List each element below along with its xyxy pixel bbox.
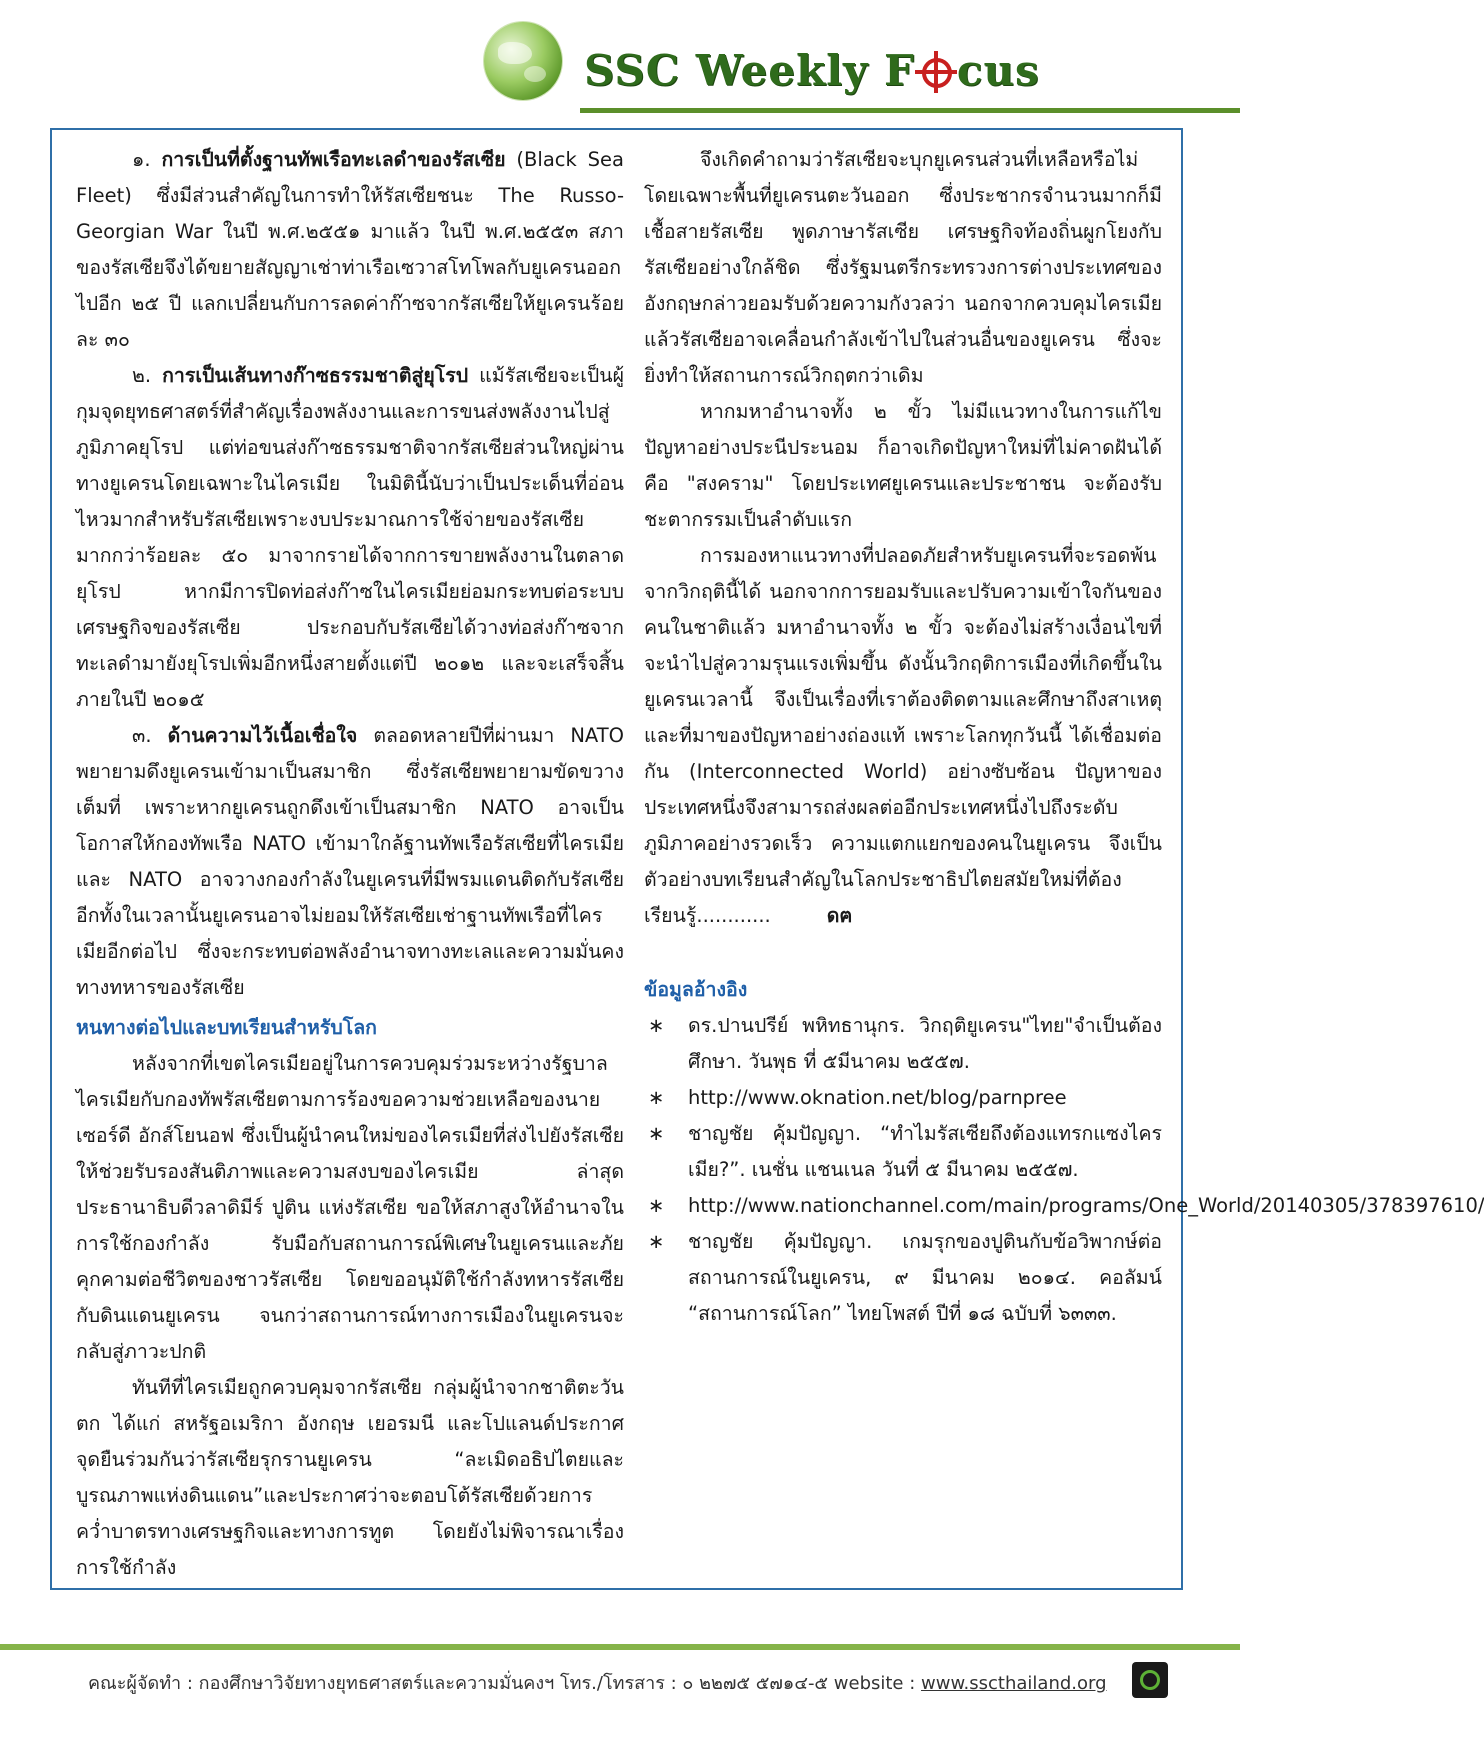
paragraph-7: หากมหาอำนาจทั้ง ๒ ขั้ว ไม่มีแนวทางในการแก้ไขปัญหาอย่างประนีประนอม ก็อาจเกิดปัญหาใหม่ที่ไม่คาดฝันได้ คือ "สงคราม" โดยประเทศยูเครนและประชาชน จะต้องรับชะตากรรมเป็นลำดับแรก — [644, 400, 1162, 531]
paragraph-8: การมองหาแนวทางที่ปลอดภัยสำหรับยูเครนที่จะรอดพ้นจากวิกฤตินี้ได้ นอกจากการยอมรับและปรับความเข้าใจกันของคนในชาติแล้ว มหาอำนาจทั้ง ๒ ขั้ว จะต้องไม่สร้างเงื่อนไขที่จะนำไปสู่ความรุนแรงเพิ่มขึ้น ดังนั้นวิกฤติการเมืองที่เกิดขึ้นในยูเครนเวลานี้ จึงเป็นเรื่องที่เราต้องติดตามและศึกษาถึงสาเหตุและที่มาของปัญหาอย่างถ่องแท้ เพราะโลกทุกวันนี้ ได้เชื่อมต่อกัน (Interconnected World) อย่างซับซ้อน ปัญหาของประเทศหนึ่งจึงสามารถส่งผลต่ออีกประเทศหนึ่งไปถึงระดับภูมิภาคอย่างรวดเร็ว ความแตกแยกของคนในยูเครน จึงเป็นตัวอย่างบทเรียนสำคัญในโลกประชาธิปไตยสมัยใหม่ที่ต้องเรียนรู้............ ดฅ — [644, 538, 1162, 934]
paragraph-6: จึงเกิดคำถามว่ารัสเซียจะบุกยูเครนส่วนที่เหลือหรือไม่ โดยเฉพาะพื้นที่ยูเครนตะวันออก ซึ่งประชากรจำนวนมากก็มีเชื้อสายรัสเซีย พูดภาษารัสเซีย เศรษฐกิจท้องถิ่นผูกโยงกับรัสเซียอย่างใกล้ชิด ซึ่งรัฐมนตรีกระทรวงการต่างประเทศของอังกฤษกล่าวยอมรับด้วยความกังวลว่า นอกจากควบคุมไครเมียแล้วรัสเซียอาจเคลื่อนกำลังเข้าไปในส่วนอื่นของยูเครน ซึ่งจะยิ่งทำให้สถานการณ์วิกฤตกว่าเดิม — [644, 148, 1162, 387]
paragraph-1: ๑. การเป็นที่ตั้งฐานทัพเรือทะเลดำของรัสเซีย (Black Sea Fleet) ซึ่งมีส่วนสำคัญในการทำให้รัสเซียชนะ The Russo-Georgian War ในปี พ.ศ.๒๕๕๑ มาแล้ว ในปี พ.ศ.๒๕๕๓ สภาของรัสเซียจึงได้ขยายสัญญาเช่าท่าเรือเซวาสโทโพลกับยูเครนออกไปอีก ๒๕ ปี แลกเปลี่ยนกับการลดค่าก๊าซจากรัสเซียให้ยูเครนร้อยละ ๓๐ — [76, 148, 624, 351]
footer-rule — [0, 1644, 1240, 1650]
brand-post: cus — [956, 46, 1040, 95]
right-column — [644, 142, 1484, 1332]
section-heading-3: ด้านความไว้เนื้อเชื่อใจ — [167, 724, 358, 747]
paragraph-4: หลังจากที่เขตไครเมียอยู่ในการควบคุมร่วมระหว่างรัฐบาลไครเมียกับกองทัพรัสเซียตามการร้องขอความช่วยเหลือของนายเซอร์ดี อักส์โยนอฟ ซึ่งเป็นผู้นำคนใหม่ของไครเมียที่ส่งไปยังรัสเซีย ให้ช่วยรับรองสันติภาพและความสงบของไครเมีย ล่าสุดประธานาธิบดีวลาดิมีร์ ปูติน แห่งรัสเซีย ขอให้สภาสูงให้อำนาจในการใช้กองกำลัง รับมือกับสถานการณ์พิเศษในยูเครนและภัยคุกคามต่อชีวิตของชาวรัสเซีย โดยขออนุมัติใช้กำลังทหารรัสเซียกับดินแดนยูเครน จนกว่าสถานการณ์ทางการเมืองในยูเครนจะกลับสู่ภาวะปกติ — [76, 1052, 624, 1363]
website-link[interactable]: www.sscthailand.org — [921, 1673, 1107, 1694]
brand-pre: SSC Weekly F — [584, 46, 915, 95]
page-header — [0, 0, 1240, 120]
reference-item: ∗ ดร.ปานปรีย์ พหิทธานุกร. วิกฤติยูเครน"ไทย"จำเป็นต้องศึกษา. วันพุธ ที่ ๕มีนาคม ๒๕๕๗. — [648, 1014, 1162, 1073]
paragraph-5: ทันทีที่ไครเมียถูกควบคุมจากรัสเซีย กลุ่มผู้นำจากชาติตะวันตก ได้แก่ สหรัฐอเมริกา อังกฤษ เยอรมนี และโปแลนด์ประกาศจุดยืนร่วมกันว่ารัสเซียรุกรานยูเครน “ละเมิดอธิปไตยและบูรณภาพแห่งดินแดน”และประกาศว่าจะตอบโต้รัสเซียด้วยการคว่ำบาตรทางเศรษฐกิจและทางการทูต โดยยังไม่พิจารณาเรื่องการใช้กำลัง — [76, 1376, 624, 1579]
page-footer — [88, 1668, 1107, 1697]
article-frame — [50, 128, 1484, 1590]
globe-icon — [484, 22, 562, 100]
section-heading-2: การเป็นเส้นทางก๊าซธรรมชาติสู่ยุโรป — [162, 364, 469, 387]
paragraph-2: ๒. การเป็นเส้นทางก๊าซธรรมชาติสู่ยุโรป แม้รัสเซียจะเป็นผู้กุมจุดยุทธศาสตร์ที่สำคัญเรื่องพลังงานและการขนส่งพลังงานไปสู่ภูมิภาคยุโรป แต่ท่อขนส่งก๊าซธรรมชาติจากรัสเซียส่วนใหญ่ผ่านทางยูเครนโดยเฉพาะในไครเมีย ในมิตินี้นับว่าเป็นประเด็นที่อ่อนไหวมากสำหรับรัสเซียเพราะงบประมาณการใช้จ่ายของรัสเซียมากกว่าร้อยละ ๕๐ มาจากรายได้จากการขายพลังงานในตลาดยุโรป หากมีการปิดท่อส่งก๊าซในไครเมียย่อมกระทบต่อระบบเศรษฐกิจของรัสเซีย ประกอบกับรัสเซียได้วางท่อส่งก๊าซจากทะเลดำมายังยุโรปเพิ่มอีกหนึ่งสายตั้งแต่ปี ๒๐๑๒ และจะเสร็จสิ้นภายในปี ๒๐๑๕ — [76, 364, 624, 711]
section-heading-1: การเป็นที่ตั้งฐานทัพเรือทะเลดำของรัสเซีย — [161, 148, 506, 171]
end-ornament: ดฅ — [826, 904, 853, 927]
ssc-logo-icon — [1132, 1662, 1168, 1698]
crosshair-icon — [917, 53, 955, 91]
footer-credits: คณะผู้จัดทำ : กองศึกษาวิจัยทางยุทธศาสตร์และความมั่นคงฯ โทร./โทรสาร : ๐ ๒๒๗๕ ๕๗๑๔-๕ website : — [88, 1673, 922, 1694]
paragraph-3: ๓. ด้านความไว้เนื้อเชื่อใจ ตลอดหลายปีที่ผ่านมา NATO พยายามดึงยูเครนเข้ามาเป็นสมาชิก ซึ่งรัสเซียพยายามขัดขวางเต็มที่ เพราะหากยูเครนถูกดึงเข้าเป็นสมาชิก NATO อาจเป็นโอกาสให้กองทัพเรือ NATO เข้ามาใกล้ฐานทัพเรือรัสเซียที่ไครเมีย และ NATO อาจวางกองกำลังในยูเครนที่มีพรมแดนติดกับรัสเซีย อีกทั้งในเวลานั้นยูเครนอาจไม่ยอมให้รัสเซียเช่าฐานทัพเรือที่ไครเมียอีกต่อไป ซึ่งจะกระทบต่อพลังอำนาจทางทะเลและความมั่นคงทางทหารของรัสเซีย — [76, 724, 624, 999]
references-list — [644, 1008, 1484, 1332]
reference-item: ∗ ชาญชัย คุ้มปัญญา. “ทำไมรัสเซียถึงต้องแทรกแซงไครเมีย?”. เนชั่น แชนเนล วันที่ ๕ มีนาคม ๒๕๕๗. — [648, 1122, 1162, 1181]
references-heading: ข้อมูลอ้างอิง — [644, 978, 748, 1001]
reference-item[interactable]: ∗ http://www.nationchannel.com/main/programs/One_World/20140305/378397610/ — [648, 1194, 1484, 1217]
reference-item: ∗ ชาญชัย คุ้มปัญญา. เกมรุกของปูตินกับข้อวิพากษ์ต่อสถานการณ์ในยูเครน, ๙ มีนาคม ๒๐๑๔. คอลัมน์ “สถานการณ์โลก” ไทยโพสต์ ปีที่ ๑๘ ฉบับที่ ๖๓๓๓. — [648, 1230, 1162, 1325]
left-column — [76, 142, 624, 1586]
reference-item[interactable]: ∗ http://www.oknation.net/blog/parnpree — [648, 1086, 1067, 1109]
header-rule — [580, 108, 1240, 113]
brand-title — [584, 46, 1040, 95]
subheading-way-forward: หนทางต่อไปและบทเรียนสำหรับโลก — [76, 1016, 377, 1039]
